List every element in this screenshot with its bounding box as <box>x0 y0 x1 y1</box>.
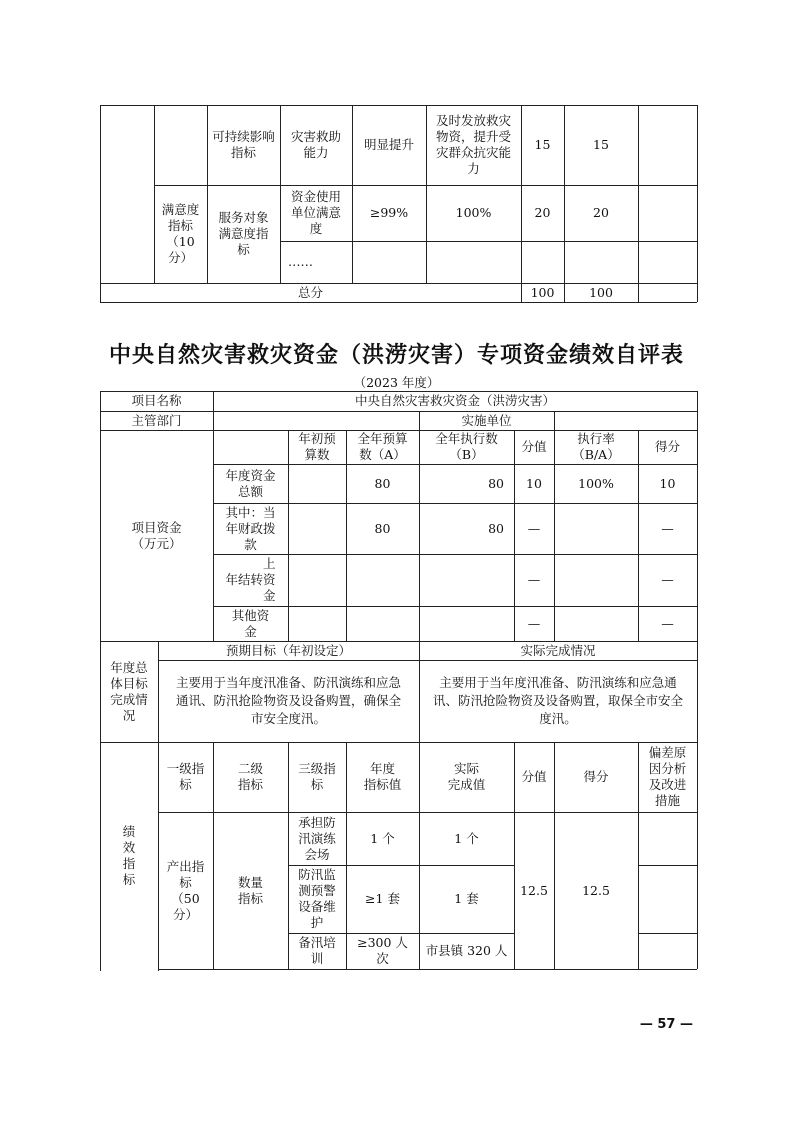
goal-actual-header: 实际完成情况 <box>520 642 596 658</box>
goal-actual-text: 主要用于当年度汛准备、防汛演练和应急通讯、防汛抢险物资及设备购置，取保全市安全度汛。 <box>432 675 683 726</box>
perf-level2-quantity: 数量 指标 <box>237 874 263 906</box>
funds-row-score-value: — <box>527 572 541 587</box>
goal-expected-text: 主要用于当年度汛准备、防汛演练和应急通讯、防汛抢险物资及设备购置，确保全市安全度汛。 <box>175 675 401 726</box>
dept-label: 主管部门 <box>131 412 182 428</box>
funds-header-score: 得分 <box>654 439 680 454</box>
funds-row-score: 10 <box>659 475 676 491</box>
impl-unit-label: 实施单位 <box>461 412 512 428</box>
perf-row-target: ≥1 套 <box>365 891 400 906</box>
funds-label: 项目资金 （万元） <box>131 519 182 551</box>
project-name-label: 项目名称 <box>131 393 182 408</box>
funds-row-score: — <box>661 615 674 631</box>
top-total-score-value: 100 <box>530 284 555 300</box>
top-row1-actual: 及时发放救灾 物资，提升受 灾群众抗灾能 力 <box>435 113 511 176</box>
top-row2-target: ≥99% <box>369 205 409 220</box>
top-row2-level3: 服务对象 满意度指 标 <box>218 210 269 257</box>
perf-header-score-value: 分值 <box>521 769 547 784</box>
perf-header-deviation: 偏差原 因分析 及改进 措施 <box>648 745 687 808</box>
perf-header-level3: 三级指 标 <box>298 761 336 792</box>
top-row1-target: 明显提升 <box>363 137 414 152</box>
page-subtitle: （2023 年度） <box>353 375 440 390</box>
top-row2-score-value: 20 <box>534 205 551 220</box>
perf-label: 绩 效 指 标 <box>122 823 136 887</box>
top-total-label: 总分 <box>297 284 323 300</box>
funds-header-rate: 执行率 （B/A） <box>572 431 620 462</box>
funds-header-budget: 全年预算 数（A） <box>357 431 408 462</box>
goal-expected-header: 预期目标（年初设定） <box>225 642 351 658</box>
perf-row-actual: 市县镇 320 人 <box>425 943 508 958</box>
funds-row-score-value: — <box>527 520 541 536</box>
funds-row-label: 其中：当 年财政拨 款 <box>225 504 276 552</box>
top-row2-score: 20 <box>593 205 609 220</box>
perf-row-actual: 1 个 <box>454 830 479 846</box>
page-title: 中央自然灾害救灾资金（洪涝灾害）专项资金绩效自评表 <box>108 342 684 368</box>
funds-row-score: — <box>661 520 674 536</box>
top-row2-indicator: 资金使用 单位满意 度 <box>290 189 341 236</box>
funds-row-budget: 80 <box>374 520 391 536</box>
funds-row-budget: 80 <box>374 475 391 491</box>
perf-score-value: 12.5 <box>520 882 548 898</box>
perf-row-level3: 备汛培 训 <box>298 935 336 966</box>
perf-level1-output: 产出指 标 （50 分） <box>166 858 205 922</box>
funds-row-score-value: — <box>527 615 541 631</box>
funds-row-label: 年度资金 总额 <box>225 467 276 499</box>
page-number: — 57 — <box>639 1017 693 1032</box>
funds-header-annual: 年初预 算数 <box>298 431 336 462</box>
funds-row-exec: 80 <box>488 475 504 491</box>
perf-header-actual: 实际 完成值 <box>447 761 486 792</box>
perf-header-level1: 一级指 标 <box>166 761 205 792</box>
funds-row-rate: 100% <box>578 475 614 491</box>
funds-row-score-value: 10 <box>526 475 542 491</box>
perf-row-level3: 承担防 汛演练 会场 <box>298 814 336 862</box>
top-row2-actual: 100% <box>455 205 492 220</box>
project-name-value: 中央自然灾害救灾资金（洪涝灾害） <box>354 393 555 408</box>
funds-row-label: 其他资 金 <box>231 607 270 639</box>
top-row1-score: 15 <box>593 137 609 152</box>
perf-header-target: 年度 指标值 <box>363 761 402 792</box>
perf-row-actual: 1 套 <box>454 891 479 906</box>
perf-row-target: ≥300 人 次 <box>357 935 408 966</box>
perf-row-target: 1 个 <box>370 830 395 846</box>
funds-row-score: — <box>661 572 674 587</box>
top-row1-indicator: 灾害救助 能力 <box>290 129 341 160</box>
top-row1-level3: 可持续影响 指标 <box>212 129 275 160</box>
top-satisfaction-label: 满意度 指标 （10 分） <box>161 202 200 265</box>
funds-header-exec: 全年执行数 （B） <box>435 431 498 462</box>
funds-row-label: 上 年结转资 金 <box>225 556 276 603</box>
top-total-score: 100 <box>589 284 613 300</box>
funds-row-exec: 80 <box>488 520 504 536</box>
perf-row-level3: 防汛监 测预警 设备维 护 <box>298 867 336 930</box>
funds-header-score-value: 分值 <box>521 439 547 454</box>
goal-label: 年度总 体目标 完成情 况 <box>110 659 148 723</box>
top-row1-score-value: 15 <box>534 137 551 152</box>
perf-header-level2: 二级 指标 <box>237 761 263 792</box>
perf-score: 12.5 <box>582 882 610 898</box>
perf-header-score: 得分 <box>583 769 609 784</box>
top-row3-ellipsis: …… <box>288 254 313 269</box>
